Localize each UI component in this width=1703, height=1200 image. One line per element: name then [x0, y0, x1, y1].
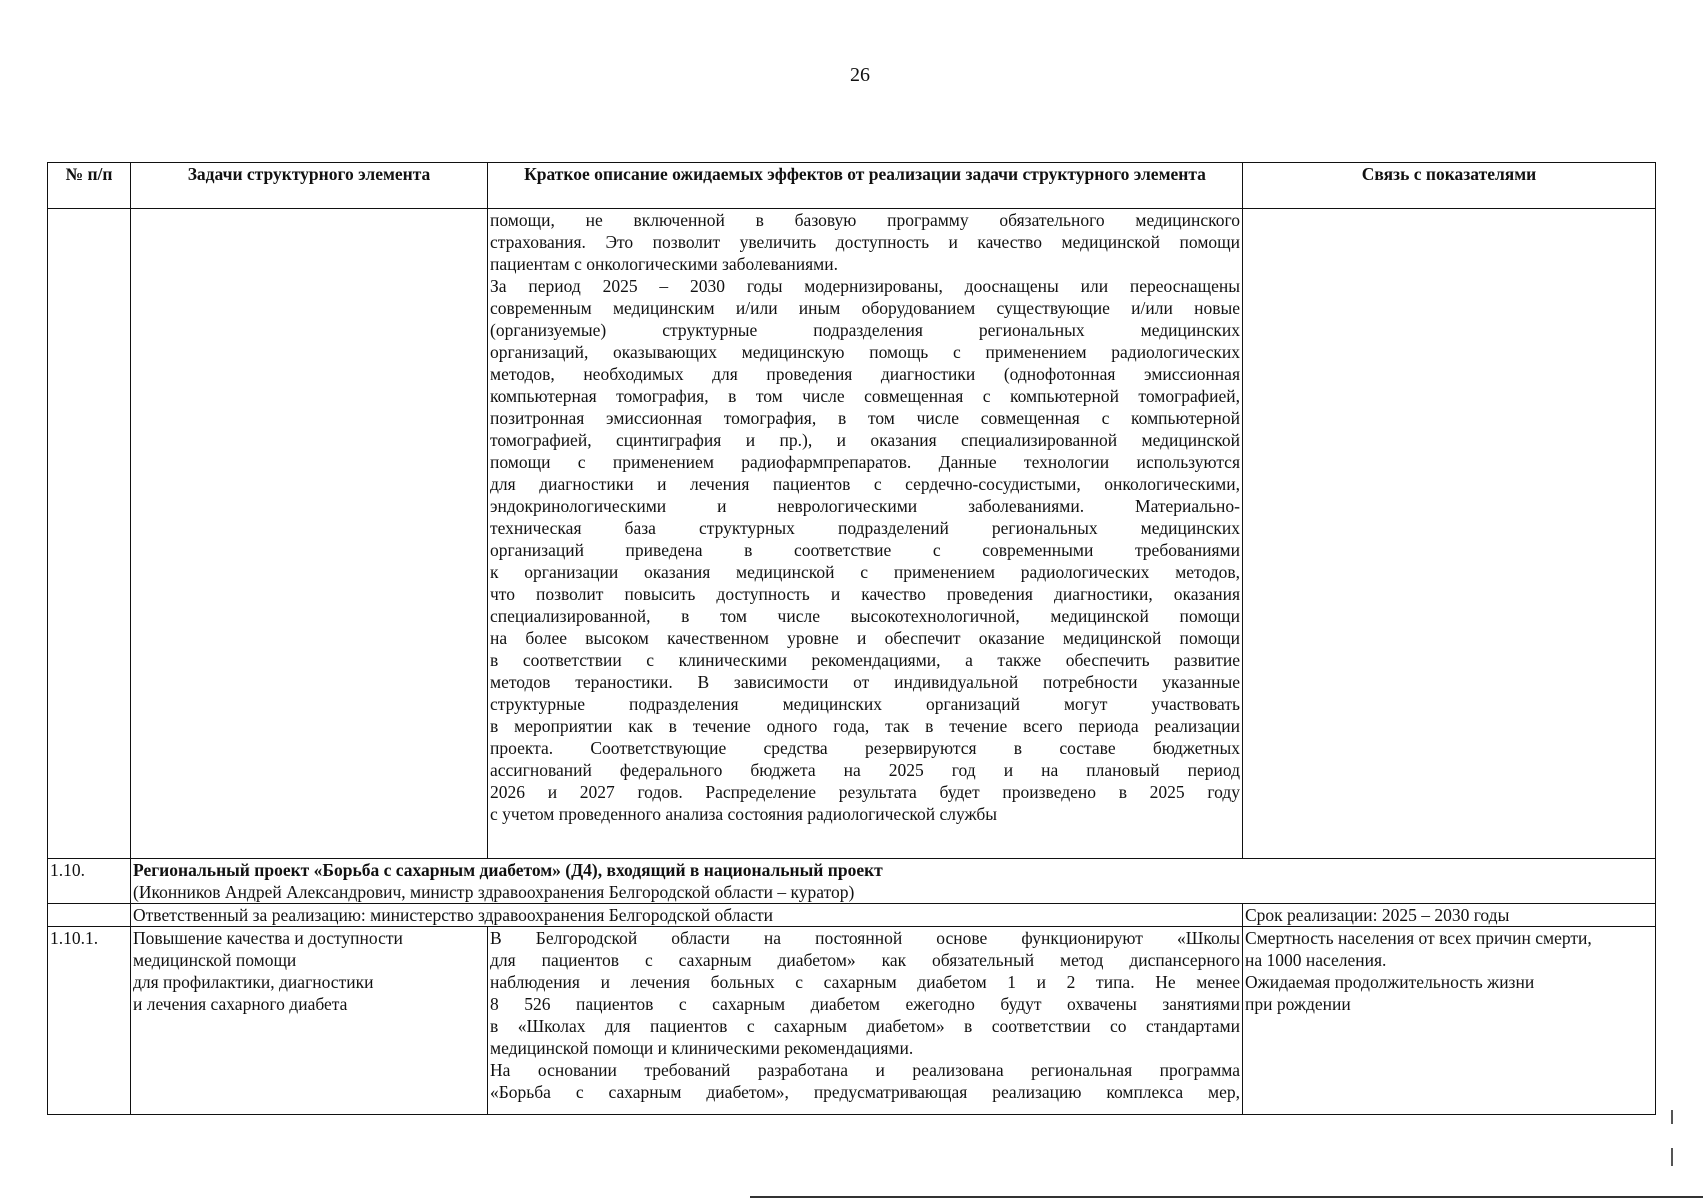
text-line: помощи с применением радиофармпрепаратов. Данные технологии используются: [490, 452, 1240, 472]
text-line: медицинской помощи и клиническими рекомендациями.: [490, 1038, 914, 1058]
responsible-label: Ответственный за реализацию: министерство здравоохранения Белгородской области: [131, 904, 1243, 927]
text-line: структурные подразделения медицинских организаций могут участвовать: [490, 694, 1240, 714]
continuation-indicators-cell: [1243, 209, 1656, 859]
structural-element-table: [47, 162, 1656, 1115]
scan-edge-mark: [1671, 1148, 1673, 1166]
text-line: в мероприятии как в течение одного года, так в течение всего периода реализации: [490, 716, 1240, 736]
header-tasks: Задачи структурного элемента: [131, 163, 488, 209]
text-line: техническая база структурных подразделений региональных медицинских: [490, 518, 1240, 538]
indicator-line: Смертность населения от всех причин смерти,: [1245, 928, 1592, 948]
text-line: На основании требований разработана и реализована региональная программа: [490, 1060, 1240, 1080]
text-line: томографией, сцинтиграфия и пр.), и оказания специализированной медицинской: [490, 430, 1240, 450]
text-line: пациентам с онкологическими заболеваниями.: [490, 254, 838, 274]
task-row: [48, 927, 1656, 1115]
indicator-line: при рождении: [1245, 994, 1351, 1014]
table-header-row: [48, 163, 1656, 209]
text-line: к организации оказания медицинской с применением радиологических методов,: [490, 562, 1240, 582]
text-line: организаций приведена в соответствие с современными требованиями: [490, 540, 1240, 560]
text-line: 2026 и 2027 годов. Распределение результата будет произведено в 2025 году: [490, 782, 1240, 802]
project-row: [48, 859, 1656, 904]
text-line: современным медицинским и/или иным оборудованием существующие и/или новые: [490, 298, 1240, 318]
indicator-line: на 1000 населения.: [1245, 950, 1387, 970]
text-line: наблюдения и лечения больных с сахарным диабетом 1 и 2 типа. Не менее: [490, 972, 1240, 992]
task-text-line: для профилактики, диагностики: [133, 972, 374, 992]
text-line: специализированной, в том числе высокотехнологичной, медицинской помощи: [490, 606, 1240, 626]
text-line: (организуемые) структурные подразделения региональных медицинских: [490, 320, 1240, 340]
indicator-line: Ожидаемая продолжительность жизни: [1245, 972, 1535, 992]
text-line: «Борьба с сахарным диабетом», предусматривающая реализацию комплекса мер,: [490, 1082, 1240, 1102]
task-text-line: и лечения сахарного диабета: [133, 994, 348, 1014]
continuation-num-cell: [48, 209, 131, 859]
page-number: 26: [850, 64, 870, 86]
text-line: В Белгородской области на постоянной основе функционируют «Школы: [490, 928, 1240, 948]
task-num: 1.10.1.: [48, 927, 131, 1115]
scan-bottom-line: [750, 1196, 1703, 1198]
continuation-task-cell: [131, 209, 488, 859]
implementation-period: Срок реализации: 2025 – 2030 годы: [1243, 904, 1656, 927]
task-indicators-cell: [1243, 927, 1656, 1115]
header-description: Краткое описание ожидаемых эффектов от реализации задачи структурного элемента: [488, 163, 1243, 209]
text-line: позитронная эмиссионная томография, в том числе совмещенная с компьютерной: [490, 408, 1240, 428]
text-line: что позволит повысить доступность и качество проведения диагностики, оказания: [490, 584, 1240, 604]
text-line: ассигнований федерального бюджета на 2025 год и на плановый период: [490, 760, 1240, 780]
continuation-row: [48, 209, 1656, 859]
project-curator: (Иконников Андрей Александрович, министр здравоохранения Белгородской области – куратор): [133, 882, 855, 902]
continuation-description-cell: [488, 209, 1243, 859]
text-line: методов, необходимых для проведения диагностики (однофотонная эмиссионная: [490, 364, 1240, 384]
task-text-cell: [131, 927, 488, 1115]
project-title: Региональный проект «Борьба с сахарным диабетом» (Д4), входящий в национальный проект: [133, 860, 883, 880]
text-line: организаций, оказывающих медицинскую помощь с применением радиологических: [490, 342, 1240, 362]
text-line: страхования. Это позволит увеличить доступность и качество медицинской помощи: [490, 232, 1240, 252]
text-line: с учетом проведенного анализа состояния радиологической службы: [490, 804, 998, 824]
text-line: для диагностики и лечения пациентов с сердечно-сосудистыми, онкологическими,: [490, 474, 1240, 494]
text-line: помощи, не включенной в базовую программу обязательного медицинского: [490, 210, 1240, 230]
task-description-cell: [488, 927, 1243, 1115]
text-line: в соответствии с клиническими рекомендациями, а также обеспечить развитие: [490, 650, 1240, 670]
text-line: За период 2025 – 2030 годы модернизированы, дооснащены или переоснащены: [490, 276, 1240, 296]
text-line: компьютерная томография, в том числе совмещенная с компьютерной томографией,: [490, 386, 1240, 406]
text-line: эндокринологическими и неврологическими заболеваниями. Материально-: [490, 496, 1240, 516]
responsible-num-cell: [48, 904, 131, 927]
scan-edge-mark: [1671, 1110, 1673, 1124]
project-title-cell: [131, 859, 1656, 904]
text-line: методов тераностики. В зависимости от индивидуальной потребности указанные: [490, 672, 1240, 692]
text-line: для пациентов с сахарным диабетом» как обязательный метод диспансерного: [490, 950, 1240, 970]
text-line: в «Школах для пациентов с сахарным диабетом» в соответствии со стандартами: [490, 1016, 1240, 1036]
text-line: на более высоком качественном уровне и обеспечит оказание медицинской помощи: [490, 628, 1240, 648]
text-line: проекта. Соответствующие средства резервируются в составе бюджетных: [490, 738, 1240, 758]
project-num: 1.10.: [48, 859, 131, 904]
header-indicators: Связь с показателями: [1243, 163, 1656, 209]
header-num: № п/п: [48, 163, 131, 209]
text-line: 8 526 пациентов с сахарным диабетом ежегодно будут охвачены занятиями: [490, 994, 1240, 1014]
responsible-row: [48, 904, 1656, 927]
task-text-line: Повышение качества и доступности: [133, 928, 403, 948]
task-text-line: медицинской помощи: [133, 950, 297, 970]
